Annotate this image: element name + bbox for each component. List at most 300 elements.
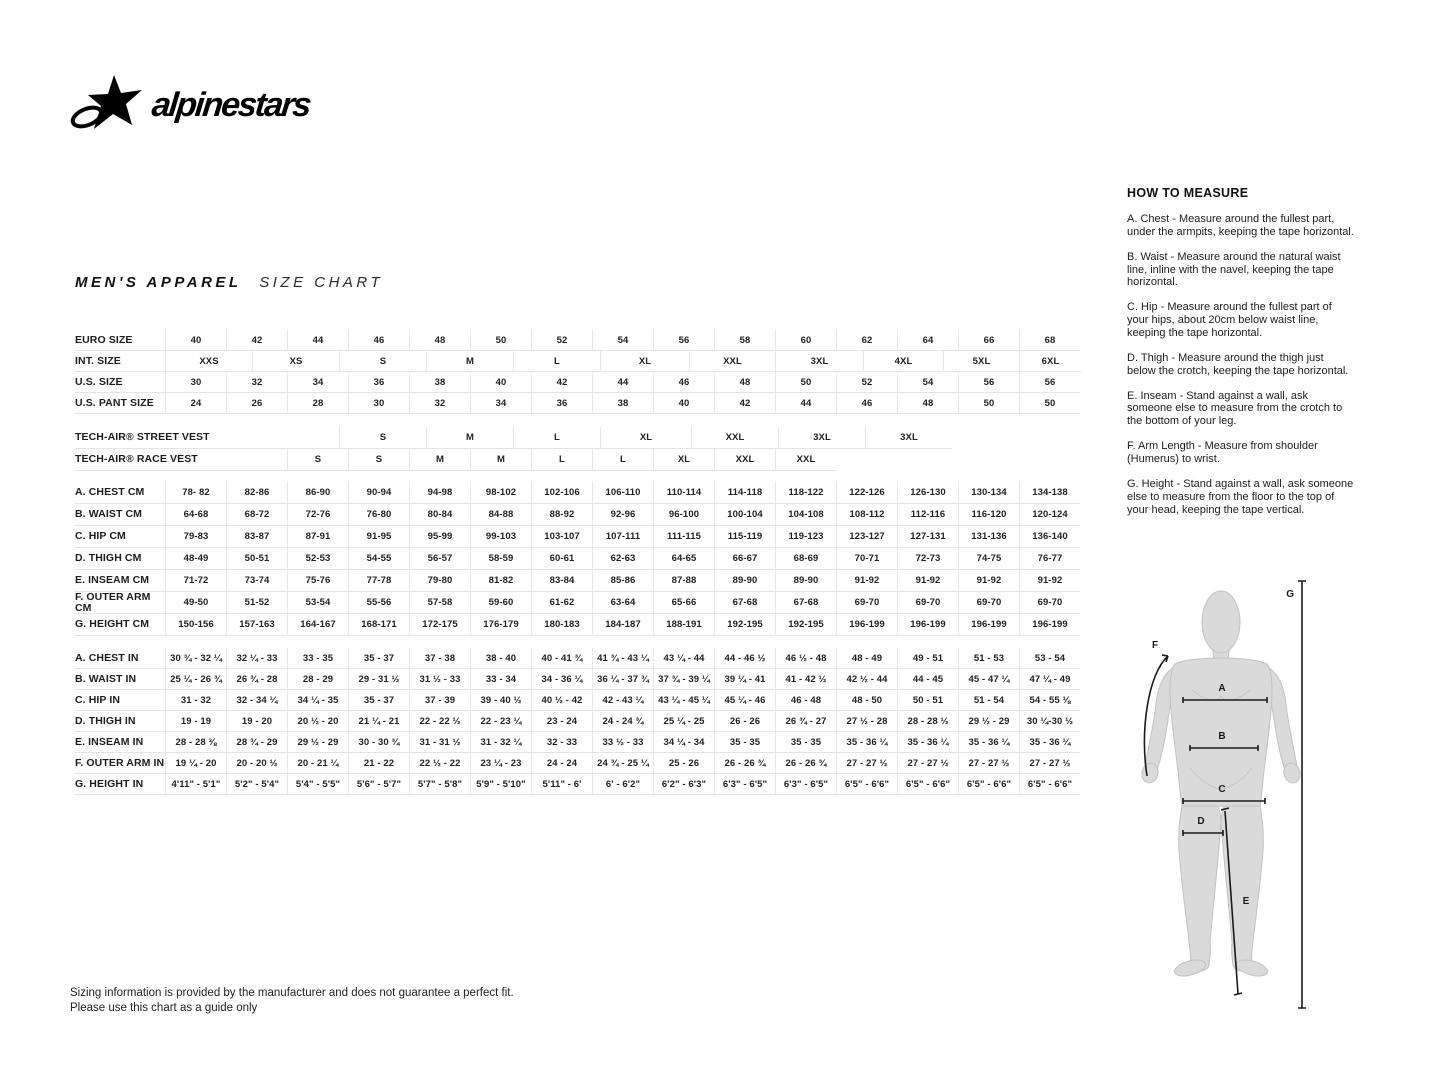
size-cell: 33 ½ - 33 bbox=[592, 732, 653, 753]
size-cell: 38 bbox=[592, 393, 653, 414]
size-cell: 6'3" - 6'5" bbox=[714, 774, 775, 795]
size-cell: 6'2" - 6'3" bbox=[653, 774, 714, 795]
size-cell: 41 ¾ - 43 ¼ bbox=[592, 648, 653, 669]
size-cell: 37 ¾ - 39 ¼ bbox=[653, 669, 714, 690]
size-cell: 34 bbox=[470, 393, 531, 414]
row-label: A. CHEST CM bbox=[75, 482, 165, 504]
measure-instruction: B. Waist - Measure around the natural waist line, inline with the navel, keeping the tape horizontal. bbox=[1127, 250, 1341, 289]
size-cell: 29 ½ - 29 bbox=[958, 711, 1019, 732]
size-cell: 56 bbox=[1019, 372, 1080, 393]
size-cell: 81-82 bbox=[470, 570, 531, 592]
size-cell: 35 - 36 ¼ bbox=[836, 732, 897, 753]
size-cell: 82-86 bbox=[226, 482, 287, 504]
size-cell: 42 bbox=[226, 330, 287, 351]
size-cell: 83-87 bbox=[226, 526, 287, 548]
size-cell: 67-68 bbox=[775, 592, 836, 614]
size-cell: 44 bbox=[287, 330, 348, 351]
table-row bbox=[75, 393, 1082, 414]
size-cell: 88-92 bbox=[531, 504, 592, 526]
size-cell: 196-199 bbox=[1019, 614, 1080, 636]
size-cell: 23 - 24 bbox=[531, 711, 592, 732]
size-cell: 24 - 24 ¾ bbox=[592, 711, 653, 732]
size-cell: 91-92 bbox=[897, 570, 958, 592]
size-cell: 48 - 49 bbox=[836, 648, 897, 669]
size-cell: 35 - 37 bbox=[348, 648, 409, 669]
size-cell: 27 - 27 ½ bbox=[897, 753, 958, 774]
size-cell: 58 bbox=[714, 330, 775, 351]
size-cell: 35 - 36 ¼ bbox=[897, 732, 958, 753]
size-cell: 123-127 bbox=[836, 526, 897, 548]
size-cell: 3XL bbox=[865, 427, 952, 449]
size-cell: 34 - 36 ¼ bbox=[531, 669, 592, 690]
size-cell: 74-75 bbox=[958, 548, 1019, 570]
table-row bbox=[75, 482, 1082, 504]
size-cell: 62-63 bbox=[592, 548, 653, 570]
row-label: INT. SIZE bbox=[75, 351, 165, 372]
size-cell: 68-69 bbox=[775, 548, 836, 570]
size-cell: 48 - 50 bbox=[836, 690, 897, 711]
size-cell: 64 bbox=[897, 330, 958, 351]
size-cell: 120-124 bbox=[1019, 504, 1080, 526]
size-cell: 40 bbox=[653, 393, 714, 414]
size-cell: 136-140 bbox=[1019, 526, 1080, 548]
figure-label-thigh: D bbox=[1197, 816, 1205, 827]
figure-label-chest: A bbox=[1218, 683, 1226, 694]
size-table bbox=[75, 330, 1082, 795]
size-cell: 42 ½ - 44 bbox=[836, 669, 897, 690]
size-cell: 51 - 54 bbox=[958, 690, 1019, 711]
size-cell: S bbox=[339, 427, 426, 449]
figure-label-arm: F bbox=[1151, 640, 1159, 651]
size-cell: 35 - 36 ¼ bbox=[1019, 732, 1080, 753]
size-cell: 56 bbox=[653, 330, 714, 351]
row-label: G. HEIGHT CM bbox=[75, 614, 165, 636]
figure-label-inseam: E bbox=[1242, 896, 1250, 907]
size-cell: 50 bbox=[470, 330, 531, 351]
table-row bbox=[75, 548, 1082, 570]
size-cell: 20 - 20 ½ bbox=[226, 753, 287, 774]
size-cell: 90-94 bbox=[348, 482, 409, 504]
row-label: U.S. SIZE bbox=[75, 372, 165, 393]
size-cell: 28 - 28 ½ bbox=[897, 711, 958, 732]
size-cell: 52-53 bbox=[287, 548, 348, 570]
size-cell: 45 ¼ - 46 bbox=[714, 690, 775, 711]
size-cell: 5XL bbox=[943, 351, 1019, 372]
how-to-measure-panel bbox=[1127, 186, 1355, 528]
disclaimer-line-2: Please use this chart as a guide only bbox=[70, 1001, 258, 1014]
size-cell: 4XL bbox=[863, 351, 943, 372]
size-cell: L bbox=[513, 427, 600, 449]
size-cell: 71-72 bbox=[165, 570, 226, 592]
size-cell: L bbox=[592, 449, 653, 471]
size-cell: 46 bbox=[348, 330, 409, 351]
size-cell: 110-114 bbox=[653, 482, 714, 504]
size-cell: 4'11" - 5'1" bbox=[165, 774, 226, 795]
size-cell: 40 - 41 ¾ bbox=[531, 648, 592, 669]
size-cell: 55-56 bbox=[348, 592, 409, 614]
figure-label-hip: C bbox=[1218, 784, 1226, 795]
size-cell: 28 ¾ - 29 bbox=[226, 732, 287, 753]
figure-label-waist: B bbox=[1218, 731, 1226, 742]
size-cell: 26 bbox=[226, 393, 287, 414]
empty-cell bbox=[952, 427, 1081, 449]
row-label: B. WAIST CM bbox=[75, 504, 165, 526]
size-cell: 32 ¼ - 33 bbox=[226, 648, 287, 669]
figure-label-height: G bbox=[1286, 589, 1294, 600]
size-cell: 6'3" - 6'5" bbox=[775, 774, 836, 795]
row-label: EURO SIZE bbox=[75, 330, 165, 351]
size-cell: 107-111 bbox=[592, 526, 653, 548]
size-cell: XXS bbox=[165, 351, 252, 372]
size-cell: 168-171 bbox=[348, 614, 409, 636]
size-cell: 22 - 22 ½ bbox=[409, 711, 470, 732]
size-cell: 46 bbox=[653, 372, 714, 393]
size-cell: 3XL bbox=[775, 351, 863, 372]
size-cell: 29 ½ - 29 bbox=[287, 732, 348, 753]
size-cell: 48 bbox=[897, 393, 958, 414]
size-cell: 126-130 bbox=[897, 482, 958, 504]
size-cell: 23 ¼ - 23 bbox=[470, 753, 531, 774]
size-cell: 5'2" - 5'4" bbox=[226, 774, 287, 795]
size-cell: 32 - 34 ¼ bbox=[226, 690, 287, 711]
table-row bbox=[75, 372, 1082, 393]
size-cell: 196-199 bbox=[897, 614, 958, 636]
size-cell: 35 - 36 ¼ bbox=[958, 732, 1019, 753]
size-cell: 28 - 29 bbox=[287, 669, 348, 690]
size-cell: 130-134 bbox=[958, 482, 1019, 504]
size-cell: 30 bbox=[348, 393, 409, 414]
size-cell: 5'9" - 5'10" bbox=[470, 774, 531, 795]
size-cell: 24 ¾ - 25 ¼ bbox=[592, 753, 653, 774]
table-row bbox=[75, 732, 1082, 753]
size-cell: 68-72 bbox=[226, 504, 287, 526]
size-cell: 58-59 bbox=[470, 548, 531, 570]
size-cell: 102-106 bbox=[531, 482, 592, 504]
size-cell: 70-71 bbox=[836, 548, 897, 570]
size-cell: S bbox=[348, 449, 409, 471]
size-cell: 22 - 23 ¼ bbox=[470, 711, 531, 732]
empty-cell bbox=[836, 449, 1081, 471]
size-cell: 31 - 32 ¼ bbox=[470, 732, 531, 753]
size-cell: 22 ½ - 22 bbox=[409, 753, 470, 774]
size-cell: 69-70 bbox=[897, 592, 958, 614]
size-cell: 87-88 bbox=[653, 570, 714, 592]
size-cell: 48-49 bbox=[165, 548, 226, 570]
size-cell: 5'6" - 5'7" bbox=[348, 774, 409, 795]
table-row bbox=[75, 774, 1082, 795]
size-cell: 91-92 bbox=[1019, 570, 1080, 592]
size-cell: 19 ¼ - 20 bbox=[165, 753, 226, 774]
row-label: C. HIP IN bbox=[75, 690, 165, 711]
empty-cell bbox=[165, 449, 287, 471]
size-cell: M bbox=[409, 449, 470, 471]
measure-instruction: D. Thigh - Measure around the thigh just below the crotch, keeping the tape horizontal. bbox=[1127, 351, 1349, 377]
size-cell: 103-107 bbox=[531, 526, 592, 548]
size-cell: 95-99 bbox=[409, 526, 470, 548]
measure-instruction: F. Arm Length - Measure from shoulder (Humerus) to wrist. bbox=[1127, 440, 1318, 466]
size-cell: 69-70 bbox=[958, 592, 1019, 614]
size-cell: 36 bbox=[348, 372, 409, 393]
size-cell: 64-65 bbox=[653, 548, 714, 570]
size-cell: 106-110 bbox=[592, 482, 653, 504]
size-cell: 50 bbox=[1019, 393, 1080, 414]
size-cell: 32 bbox=[409, 393, 470, 414]
table-row bbox=[75, 711, 1082, 732]
size-cell: 40 bbox=[470, 372, 531, 393]
row-label: B. WAIST IN bbox=[75, 669, 165, 690]
body-silhouette-icon bbox=[1130, 570, 1445, 1030]
size-cell: 27 - 27 ½ bbox=[958, 753, 1019, 774]
size-cell: 21 - 22 bbox=[348, 753, 409, 774]
size-cell: 31 ½ - 33 bbox=[409, 669, 470, 690]
size-cell: 61-62 bbox=[531, 592, 592, 614]
size-cell: L bbox=[513, 351, 600, 372]
size-cell: XL bbox=[653, 449, 714, 471]
size-cell: 50 bbox=[775, 372, 836, 393]
size-cell: 83-84 bbox=[531, 570, 592, 592]
size-cell: 134-138 bbox=[1019, 482, 1080, 504]
size-cell: 24 - 24 bbox=[531, 753, 592, 774]
size-cell: 26 - 26 bbox=[714, 711, 775, 732]
size-cell: 36 bbox=[531, 393, 592, 414]
size-cell: 94-98 bbox=[409, 482, 470, 504]
size-cell: 196-199 bbox=[958, 614, 1019, 636]
size-cell: 54 bbox=[592, 330, 653, 351]
height-measure-line bbox=[1298, 581, 1306, 1008]
row-label: E. INSEAM IN bbox=[75, 732, 165, 753]
size-cell: 25 - 26 bbox=[653, 753, 714, 774]
size-cell: 44 - 45 bbox=[897, 669, 958, 690]
size-cell: 104-108 bbox=[775, 504, 836, 526]
size-cell: 41 - 42 ½ bbox=[775, 669, 836, 690]
size-cell: 34 ¼ - 34 bbox=[653, 732, 714, 753]
page-title bbox=[75, 274, 383, 291]
size-cell: 66 bbox=[958, 330, 1019, 351]
size-cell: 46 ½ - 48 bbox=[775, 648, 836, 669]
size-cell: 184-187 bbox=[592, 614, 653, 636]
size-cell: 31 - 31 ½ bbox=[409, 732, 470, 753]
size-cell: 122-126 bbox=[836, 482, 897, 504]
size-cell: 87-91 bbox=[287, 526, 348, 548]
size-cell: 79-83 bbox=[165, 526, 226, 548]
size-cell: 42 - 43 ¼ bbox=[592, 690, 653, 711]
size-cell: 115-119 bbox=[714, 526, 775, 548]
table-row bbox=[75, 570, 1082, 592]
table-row bbox=[75, 669, 1082, 690]
size-cell: 32 - 33 bbox=[531, 732, 592, 753]
size-cell: 20 - 21 ¼ bbox=[287, 753, 348, 774]
size-cell: 26 - 26 ¾ bbox=[775, 753, 836, 774]
size-cell: 127-131 bbox=[897, 526, 958, 548]
size-cell: 28 bbox=[287, 393, 348, 414]
size-cell: 6'5" - 6'6" bbox=[958, 774, 1019, 795]
size-cell: 30 bbox=[165, 372, 226, 393]
size-cell: XXL bbox=[691, 427, 778, 449]
size-cell: 37 - 39 bbox=[409, 690, 470, 711]
logo-wordmark: alpinestars bbox=[150, 85, 312, 124]
row-label: A. CHEST IN bbox=[75, 648, 165, 669]
size-cell: 30 ¾ - 32 ¼ bbox=[165, 648, 226, 669]
size-cell: 176-179 bbox=[470, 614, 531, 636]
table-row bbox=[75, 427, 1082, 449]
size-cell: 51-52 bbox=[226, 592, 287, 614]
size-cell: 6'5" - 6'6" bbox=[1019, 774, 1080, 795]
size-cell: 38 - 40 bbox=[470, 648, 531, 669]
row-label: F. OUTER ARM CM bbox=[75, 592, 165, 614]
measure-instruction: G. Height - Stand against a wall, ask someone else to measure from the floor to the top of your head, keeping the tape vertical. bbox=[1127, 477, 1354, 516]
size-cell: 48 bbox=[409, 330, 470, 351]
size-cell: 6'5" - 6'6" bbox=[897, 774, 958, 795]
size-cell: 32 bbox=[226, 372, 287, 393]
size-cell: 54 - 55 ⅛ bbox=[1019, 690, 1080, 711]
size-cell: 118-122 bbox=[775, 482, 836, 504]
size-cell: 42 bbox=[531, 372, 592, 393]
size-cell: 35 - 35 bbox=[714, 732, 775, 753]
size-cell: 50 - 51 bbox=[897, 690, 958, 711]
size-cell: 99-103 bbox=[470, 526, 531, 548]
table-row bbox=[75, 753, 1082, 774]
size-cell: 42 bbox=[714, 393, 775, 414]
measure-instruction: A. Chest - Measure around the fullest part, under the armpits, keeping the tape horizontal. bbox=[1127, 213, 1354, 238]
size-cell: 24 bbox=[165, 393, 226, 414]
size-cell: 98-102 bbox=[470, 482, 531, 504]
size-cell: 116-120 bbox=[958, 504, 1019, 526]
size-cell: 72-76 bbox=[287, 504, 348, 526]
size-cell: 26 ¾ - 28 bbox=[226, 669, 287, 690]
table-row bbox=[75, 330, 1082, 351]
table-row bbox=[75, 592, 1082, 614]
size-cell: 54-55 bbox=[348, 548, 409, 570]
size-cell: 30 - 30 ¾ bbox=[348, 732, 409, 753]
size-cell: 86-90 bbox=[287, 482, 348, 504]
row-label: U.S. PANT SIZE bbox=[75, 393, 165, 414]
table-row bbox=[75, 449, 1082, 471]
measure-instruction: E. Inseam - Stand against a wall, ask someone else to measure from the crotch to the bottom of your leg. bbox=[1127, 389, 1343, 428]
size-cell: 75-76 bbox=[287, 570, 348, 592]
size-cell: 119-123 bbox=[775, 526, 836, 548]
size-cell: 63-64 bbox=[592, 592, 653, 614]
size-cell: 112-116 bbox=[897, 504, 958, 526]
size-cell: M bbox=[426, 427, 513, 449]
size-cell: 67-68 bbox=[714, 592, 775, 614]
size-cell: 50 bbox=[958, 393, 1019, 414]
size-cell: 6XL bbox=[1019, 351, 1081, 372]
size-cell: 150-156 bbox=[165, 614, 226, 636]
size-cell: 47 ¼ - 49 bbox=[1019, 669, 1080, 690]
size-cell: 44 bbox=[775, 393, 836, 414]
measure-list bbox=[1127, 213, 1355, 516]
size-cell: 52 bbox=[836, 372, 897, 393]
size-cell: XXL bbox=[775, 449, 836, 471]
size-cell: 188-191 bbox=[653, 614, 714, 636]
size-cell: 60-61 bbox=[531, 548, 592, 570]
size-cell: 29 - 31 ½ bbox=[348, 669, 409, 690]
size-cell: 56-57 bbox=[409, 548, 470, 570]
row-label: E. INSEAM CM bbox=[75, 570, 165, 592]
size-cell: 80-84 bbox=[409, 504, 470, 526]
size-cell: 20 ½ - 20 bbox=[287, 711, 348, 732]
size-cell: 36 ¼ - 37 ¾ bbox=[592, 669, 653, 690]
size-cell: 27 - 27 ½ bbox=[1019, 753, 1080, 774]
row-label: TECH-AIR® STREET VEST bbox=[75, 427, 165, 449]
row-label: D. THIGH IN bbox=[75, 711, 165, 732]
size-cell: 56 bbox=[958, 372, 1019, 393]
size-cell: 53-54 bbox=[287, 592, 348, 614]
table-row bbox=[75, 648, 1082, 669]
size-cell: 72-73 bbox=[897, 548, 958, 570]
size-cell: 66-67 bbox=[714, 548, 775, 570]
alpinestars-logo bbox=[70, 74, 330, 136]
size-cell: 46 - 48 bbox=[775, 690, 836, 711]
size-cell: 89-90 bbox=[714, 570, 775, 592]
size-cell: 40 bbox=[165, 330, 226, 351]
size-cell: 192-195 bbox=[775, 614, 836, 636]
size-cell: 26 ¾ - 27 bbox=[775, 711, 836, 732]
size-cell: 38 bbox=[409, 372, 470, 393]
size-cell: 96-100 bbox=[653, 504, 714, 526]
size-cell: S bbox=[339, 351, 426, 372]
size-cell: 48 bbox=[714, 372, 775, 393]
size-cell: 51 - 53 bbox=[958, 648, 1019, 669]
size-cell: 79-80 bbox=[409, 570, 470, 592]
row-label: C. HIP CM bbox=[75, 526, 165, 548]
size-cell: 3XL bbox=[778, 427, 865, 449]
size-cell: 5'4" - 5'5" bbox=[287, 774, 348, 795]
size-cell: 34 bbox=[287, 372, 348, 393]
size-cell: 35 - 37 bbox=[348, 690, 409, 711]
size-cell: 39 ¼ - 41 bbox=[714, 669, 775, 690]
size-cell: 92-96 bbox=[592, 504, 653, 526]
size-cell: 26 - 26 ¾ bbox=[714, 753, 775, 774]
size-cell: 25 ¼ - 25 bbox=[653, 711, 714, 732]
size-cell: 49 - 51 bbox=[897, 648, 958, 669]
size-cell: 39 - 40 ½ bbox=[470, 690, 531, 711]
size-cell: 52 bbox=[531, 330, 592, 351]
size-cell: 64-68 bbox=[165, 504, 226, 526]
size-cell: 91-92 bbox=[958, 570, 1019, 592]
size-cell: XL bbox=[600, 351, 689, 372]
size-cell: 54 bbox=[897, 372, 958, 393]
size-cell: 46 bbox=[836, 393, 897, 414]
size-cell: 31 - 32 bbox=[165, 690, 226, 711]
size-cell: 43 ¼ - 45 ¼ bbox=[653, 690, 714, 711]
size-cell: 65-66 bbox=[653, 592, 714, 614]
size-cell: 53 - 54 bbox=[1019, 648, 1080, 669]
size-cell: 89-90 bbox=[775, 570, 836, 592]
size-cell: 111-115 bbox=[653, 526, 714, 548]
size-cell: 37 - 38 bbox=[409, 648, 470, 669]
table-row bbox=[75, 351, 1082, 372]
size-cell: XS bbox=[252, 351, 339, 372]
size-cell: 27 ½ - 28 bbox=[836, 711, 897, 732]
size-cell: 84-88 bbox=[470, 504, 531, 526]
size-cell: 50-51 bbox=[226, 548, 287, 570]
size-cell: 35 - 35 bbox=[775, 732, 836, 753]
size-cell: 27 - 27 ½ bbox=[836, 753, 897, 774]
size-cell: 34 ¼ - 35 bbox=[287, 690, 348, 711]
size-cell: 5'7" - 5'8" bbox=[409, 774, 470, 795]
size-cell: 108-112 bbox=[836, 504, 897, 526]
size-cell: 6' - 6'2" bbox=[592, 774, 653, 795]
size-cell: 77-78 bbox=[348, 570, 409, 592]
table-row bbox=[75, 614, 1082, 636]
size-cell: 19 - 20 bbox=[226, 711, 287, 732]
size-cell: XXL bbox=[714, 449, 775, 471]
size-cell: 49-50 bbox=[165, 592, 226, 614]
size-cell: 91-95 bbox=[348, 526, 409, 548]
row-label: D. THIGH CM bbox=[75, 548, 165, 570]
size-cell: 76-77 bbox=[1019, 548, 1080, 570]
